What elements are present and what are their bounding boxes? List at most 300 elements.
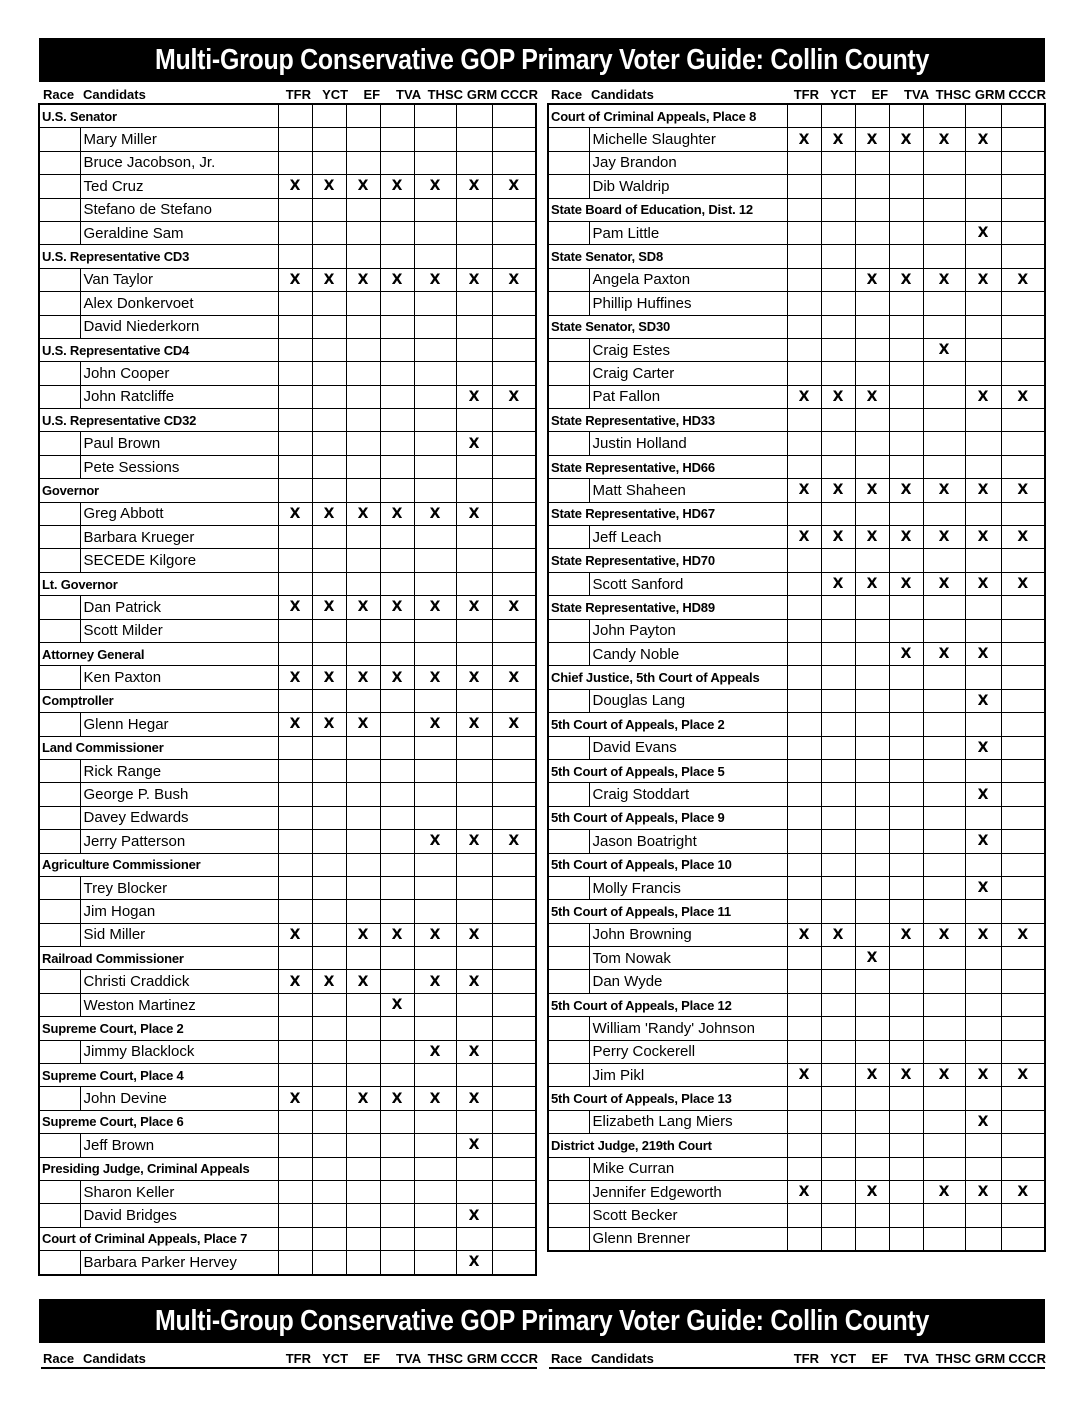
endorsement-thsc: X	[923, 338, 965, 361]
race-row	[39, 1017, 536, 1040]
empty-cell	[456, 642, 492, 665]
endorsement-tva: X	[380, 268, 414, 291]
indent-cell	[39, 315, 80, 338]
endorsement-thsc: X	[414, 175, 456, 198]
empty-cell	[965, 806, 1001, 829]
empty-cell	[923, 1087, 965, 1110]
endorsement-tva	[889, 432, 923, 455]
candidate-row	[39, 713, 536, 736]
candidate-row	[39, 993, 536, 1016]
indent-cell	[39, 292, 80, 315]
empty-cell	[456, 947, 492, 970]
empty-cell	[965, 315, 1001, 338]
endorsement-tva	[380, 806, 414, 829]
endorsement-tfr	[787, 783, 821, 806]
empty-cell	[855, 900, 889, 923]
endorsement-cccr	[492, 759, 536, 782]
endorsement-cccr: X	[1001, 479, 1045, 502]
empty-cell	[821, 666, 855, 689]
endorsement-grm: X	[456, 923, 492, 946]
empty-cell	[380, 572, 414, 595]
endorsement-yct	[312, 1134, 346, 1157]
endorsement-ef: X	[855, 128, 889, 151]
race-name: Presiding Judge, Criminal Appeals	[39, 1157, 278, 1180]
race-row	[39, 479, 536, 502]
endorsement-grm: X	[965, 479, 1001, 502]
empty-cell	[855, 596, 889, 619]
candidate-name: Glenn Brenner	[589, 1227, 787, 1251]
endorsement-tfr: X	[787, 526, 821, 549]
empty-cell	[278, 689, 312, 712]
endorsement-ef: X	[346, 268, 380, 291]
race-row	[39, 642, 536, 665]
group-headers	[788, 1351, 1046, 1366]
empty-cell	[821, 713, 855, 736]
endorsement-tfr: X	[278, 666, 312, 689]
endorsement-thsc	[414, 783, 456, 806]
empty-cell	[1001, 666, 1045, 689]
right-voter-guide-table	[547, 103, 1046, 1252]
endorsement-ef	[855, 362, 889, 385]
endorsement-ef	[855, 1227, 889, 1251]
endorsement-grm: X	[965, 385, 1001, 408]
indent-cell	[39, 783, 80, 806]
group-header-yct: YCT	[830, 1351, 857, 1366]
empty-cell	[821, 759, 855, 782]
candidate-name: Angela Paxton	[589, 268, 787, 291]
page-title-banner	[39, 38, 1045, 82]
empty-cell	[492, 689, 536, 712]
candidate-row	[548, 526, 1045, 549]
endorsement-cccr: X	[1001, 572, 1045, 595]
endorsement-ef	[855, 432, 889, 455]
endorsement-thsc	[414, 806, 456, 829]
empty-cell	[889, 900, 923, 923]
empty-cell	[923, 104, 965, 128]
empty-cell	[380, 947, 414, 970]
empty-cell	[278, 409, 312, 432]
candidate-name: Pat Fallon	[589, 385, 787, 408]
endorsement-grm	[456, 549, 492, 572]
candidate-row	[39, 900, 536, 923]
endorsement-thsc	[414, 876, 456, 899]
endorsement-thsc	[414, 315, 456, 338]
endorsement-yct	[312, 619, 346, 642]
endorsement-grm	[456, 221, 492, 244]
endorsement-cccr	[1001, 830, 1045, 853]
endorsement-cccr	[1001, 642, 1045, 665]
candidate-row	[39, 1180, 536, 1203]
candidate-name: Bruce Jacobson, Jr.	[80, 151, 278, 174]
empty-cell	[456, 572, 492, 595]
empty-cell	[889, 315, 923, 338]
empty-cell	[855, 666, 889, 689]
candidate-name: Scott Milder	[80, 619, 278, 642]
endorsement-thsc	[414, 549, 456, 572]
endorsement-yct	[821, 642, 855, 665]
empty-cell	[889, 596, 923, 619]
empty-cell	[380, 642, 414, 665]
endorsement-tfr	[787, 268, 821, 291]
endorsement-thsc	[923, 385, 965, 408]
endorsement-tfr	[278, 549, 312, 572]
endorsement-thsc	[414, 900, 456, 923]
endorsement-thsc	[923, 736, 965, 759]
endorsement-cccr	[492, 619, 536, 642]
endorsement-yct: X	[312, 713, 346, 736]
empty-cell	[787, 806, 821, 829]
endorsement-yct	[821, 1064, 855, 1087]
endorsement-grm	[456, 362, 492, 385]
endorsement-yct	[312, 1180, 346, 1203]
indent-cell	[39, 993, 80, 1016]
endorsement-tva: X	[889, 268, 923, 291]
endorsement-cccr: X	[492, 830, 536, 853]
race-row	[548, 993, 1045, 1016]
endorsement-yct	[821, 783, 855, 806]
empty-cell	[312, 689, 346, 712]
empty-cell	[1001, 993, 1045, 1016]
race-name: District Judge, 219th Court	[548, 1134, 787, 1157]
endorsement-thsc	[414, 1251, 456, 1275]
endorsement-tva: X	[380, 502, 414, 525]
endorsement-tfr	[278, 619, 312, 642]
empty-cell	[278, 479, 312, 502]
candidate-name: Dib Waldrip	[589, 175, 787, 198]
empty-cell	[346, 642, 380, 665]
candidate-name: Jimmy Blacklock	[80, 1040, 278, 1063]
endorsement-grm	[965, 1227, 1001, 1251]
endorsement-ef	[346, 806, 380, 829]
endorsement-ef	[855, 175, 889, 198]
empty-cell	[1001, 245, 1045, 268]
empty-cell	[1001, 853, 1045, 876]
endorsement-ef: X	[855, 526, 889, 549]
empty-cell	[492, 853, 536, 876]
race-name: Railroad Commissioner	[39, 947, 278, 970]
endorsement-ef	[855, 923, 889, 946]
empty-cell	[889, 198, 923, 221]
race-row	[39, 572, 536, 595]
indent-cell	[548, 362, 589, 385]
endorsement-thsc	[414, 455, 456, 478]
empty-cell	[1001, 806, 1045, 829]
candidate-name: Elizabeth Lang Miers	[589, 1110, 787, 1133]
empty-cell	[787, 104, 821, 128]
endorsement-grm	[965, 338, 1001, 361]
endorsement-tfr: X	[787, 479, 821, 502]
endorsement-thsc: X	[414, 970, 456, 993]
endorsement-tfr	[787, 362, 821, 385]
race-row	[548, 713, 1045, 736]
candidate-row	[548, 923, 1045, 946]
candidate-name: Paul Brown	[80, 432, 278, 455]
candidate-row	[39, 619, 536, 642]
empty-cell	[821, 1134, 855, 1157]
endorsement-thsc: X	[923, 572, 965, 595]
empty-cell	[312, 338, 346, 361]
empty-cell	[414, 689, 456, 712]
endorsement-thsc	[414, 759, 456, 782]
page-title-banner-repeat	[39, 1299, 1045, 1343]
endorsement-tva	[889, 1040, 923, 1063]
endorsement-ef	[855, 736, 889, 759]
empty-cell	[855, 409, 889, 432]
endorsement-thsc	[414, 526, 456, 549]
candidate-name: Tom Nowak	[589, 947, 787, 970]
empty-cell	[1001, 1087, 1045, 1110]
empty-cell	[787, 666, 821, 689]
endorsement-tva	[889, 783, 923, 806]
endorsement-thsc: X	[923, 1064, 965, 1087]
endorsement-ef	[346, 315, 380, 338]
endorsement-thsc: X	[414, 666, 456, 689]
endorsement-yct	[821, 1227, 855, 1251]
empty-cell	[492, 736, 536, 759]
endorsement-cccr: X	[1001, 923, 1045, 946]
endorsement-cccr	[492, 315, 536, 338]
endorsement-tfr: X	[278, 175, 312, 198]
candidate-row	[39, 175, 536, 198]
endorsement-ef: X	[855, 385, 889, 408]
race-name: State Senator, SD8	[548, 245, 787, 268]
empty-cell	[965, 993, 1001, 1016]
indent-cell	[39, 806, 80, 829]
candidate-name: John Ratcliffe	[80, 385, 278, 408]
endorsement-ef: X	[346, 596, 380, 619]
candidates-header: Candidats	[83, 1351, 146, 1366]
endorsement-tva: X	[380, 923, 414, 946]
empty-cell	[923, 409, 965, 432]
empty-cell	[346, 1227, 380, 1250]
endorsement-grm: X	[456, 970, 492, 993]
race-name: Comptroller	[39, 689, 278, 712]
group-header-ef: EF	[871, 87, 889, 102]
race-name: State Representative, HD66	[548, 455, 787, 478]
empty-cell	[965, 596, 1001, 619]
endorsement-grm: X	[456, 175, 492, 198]
endorsement-cccr	[492, 362, 536, 385]
indent-cell	[39, 502, 80, 525]
endorsement-thsc	[923, 1040, 965, 1063]
candidate-name: Jeff Leach	[589, 526, 787, 549]
endorsement-grm	[456, 876, 492, 899]
race-row	[548, 666, 1045, 689]
endorsement-thsc	[414, 1204, 456, 1227]
endorsement-thsc	[923, 970, 965, 993]
endorsement-tfr	[787, 689, 821, 712]
endorsement-cccr	[492, 502, 536, 525]
group-header-grm: GRM	[974, 1351, 1006, 1366]
empty-cell	[346, 409, 380, 432]
empty-cell	[855, 1134, 889, 1157]
empty-cell	[923, 806, 965, 829]
endorsement-thsc	[923, 689, 965, 712]
race-row	[39, 1157, 536, 1180]
group-header-cccr: CCCR	[1008, 1351, 1046, 1366]
indent-cell	[39, 128, 80, 151]
empty-cell	[278, 1157, 312, 1180]
group-header-cccr: CCCR	[500, 1351, 538, 1366]
candidate-name: Douglas Lang	[589, 689, 787, 712]
candidate-row	[39, 292, 536, 315]
endorsement-thsc: X	[414, 830, 456, 853]
empty-cell	[414, 572, 456, 595]
race-name: Governor	[39, 479, 278, 502]
endorsement-grm: X	[965, 830, 1001, 853]
empty-cell	[889, 455, 923, 478]
indent-cell	[39, 221, 80, 244]
race-row	[548, 549, 1045, 572]
endorsement-yct	[312, 1204, 346, 1227]
empty-cell	[855, 104, 889, 128]
endorsement-ef	[346, 221, 380, 244]
empty-cell	[492, 1110, 536, 1133]
endorsement-tva	[889, 385, 923, 408]
endorsement-thsc	[414, 432, 456, 455]
candidate-name: Pam Little	[589, 221, 787, 244]
empty-cell	[1001, 502, 1045, 525]
candidate-name: David Evans	[589, 736, 787, 759]
endorsement-yct	[821, 1040, 855, 1063]
endorsement-grm	[456, 1180, 492, 1203]
endorsement-tva	[889, 151, 923, 174]
endorsement-tfr	[278, 1204, 312, 1227]
endorsement-yct	[821, 736, 855, 759]
endorsement-cccr	[492, 526, 536, 549]
empty-cell	[889, 853, 923, 876]
endorsement-ef	[346, 198, 380, 221]
candidate-row	[39, 759, 536, 782]
group-headers	[280, 1351, 538, 1366]
empty-cell	[312, 409, 346, 432]
indent-cell	[548, 1180, 589, 1203]
empty-cell	[889, 549, 923, 572]
endorsement-thsc	[414, 619, 456, 642]
endorsement-tva: X	[889, 572, 923, 595]
indent-cell	[39, 455, 80, 478]
endorsement-tfr	[787, 1157, 821, 1180]
candidate-name: Van Taylor	[80, 268, 278, 291]
empty-cell	[889, 104, 923, 128]
empty-cell	[855, 853, 889, 876]
empty-cell	[855, 806, 889, 829]
endorsement-ef	[855, 1157, 889, 1180]
endorsement-grm	[965, 432, 1001, 455]
empty-cell	[312, 104, 346, 128]
empty-cell	[787, 1087, 821, 1110]
endorsement-tfr	[278, 455, 312, 478]
endorsement-tva	[380, 713, 414, 736]
race-name: State Senator, SD30	[548, 315, 787, 338]
endorsement-cccr	[1001, 1110, 1045, 1133]
endorsement-cccr: X	[492, 666, 536, 689]
empty-cell	[855, 1087, 889, 1110]
candidate-name: Jeff Brown	[80, 1134, 278, 1157]
endorsement-ef	[346, 455, 380, 478]
empty-cell	[456, 338, 492, 361]
indent-cell	[39, 759, 80, 782]
endorsement-ef	[346, 759, 380, 782]
empty-cell	[492, 1017, 536, 1040]
candidate-row	[39, 315, 536, 338]
empty-cell	[312, 1157, 346, 1180]
race-row	[39, 1064, 536, 1087]
endorsement-cccr	[1001, 175, 1045, 198]
empty-cell	[492, 1064, 536, 1087]
empty-cell	[312, 642, 346, 665]
endorsement-grm: X	[965, 1110, 1001, 1133]
endorsement-cccr	[1001, 128, 1045, 151]
endorsement-ef	[346, 619, 380, 642]
endorsement-tfr	[787, 1227, 821, 1251]
empty-cell	[855, 502, 889, 525]
endorsement-yct	[821, 947, 855, 970]
candidate-row	[39, 1087, 536, 1110]
endorsement-tfr: X	[278, 268, 312, 291]
endorsement-yct	[312, 128, 346, 151]
empty-cell	[456, 1110, 492, 1133]
empty-cell	[492, 1157, 536, 1180]
race-row	[548, 853, 1045, 876]
indent-cell	[548, 947, 589, 970]
endorsement-grm: X	[965, 736, 1001, 759]
empty-cell	[889, 666, 923, 689]
empty-cell	[278, 1017, 312, 1040]
endorsement-yct	[312, 549, 346, 572]
empty-cell	[923, 596, 965, 619]
endorsement-tfr: X	[787, 1064, 821, 1087]
empty-cell	[889, 409, 923, 432]
empty-cell	[965, 104, 1001, 128]
endorsement-grm: X	[965, 689, 1001, 712]
endorsement-tva	[889, 1204, 923, 1227]
empty-cell	[923, 853, 965, 876]
race-name: State Representative, HD70	[548, 549, 787, 572]
endorsement-grm: X	[965, 221, 1001, 244]
candidate-row	[548, 876, 1045, 899]
indent-cell	[548, 1040, 589, 1063]
endorsement-thsc	[923, 292, 965, 315]
endorsement-tva	[380, 385, 414, 408]
empty-cell	[380, 1017, 414, 1040]
candidate-name: Sharon Keller	[80, 1180, 278, 1203]
empty-cell	[923, 245, 965, 268]
endorsement-tva	[889, 736, 923, 759]
indent-cell	[548, 1204, 589, 1227]
candidate-name: Geraldine Sam	[80, 221, 278, 244]
indent-cell	[39, 596, 80, 619]
endorsement-grm: X	[456, 1204, 492, 1227]
endorsement-yct: X	[821, 479, 855, 502]
empty-cell	[787, 549, 821, 572]
endorsement-ef	[346, 526, 380, 549]
race-row	[39, 338, 536, 361]
empty-cell	[492, 642, 536, 665]
empty-cell	[889, 245, 923, 268]
endorsement-tfr	[278, 362, 312, 385]
indent-cell	[39, 432, 80, 455]
endorsement-tfr	[278, 993, 312, 1016]
empty-cell	[965, 853, 1001, 876]
endorsement-tva	[889, 362, 923, 385]
empty-cell	[821, 104, 855, 128]
empty-cell	[414, 642, 456, 665]
race-name: Supreme Court, Place 4	[39, 1064, 278, 1087]
endorsement-cccr	[1001, 1017, 1045, 1040]
indent-cell	[39, 970, 80, 993]
candidate-row	[548, 128, 1045, 151]
